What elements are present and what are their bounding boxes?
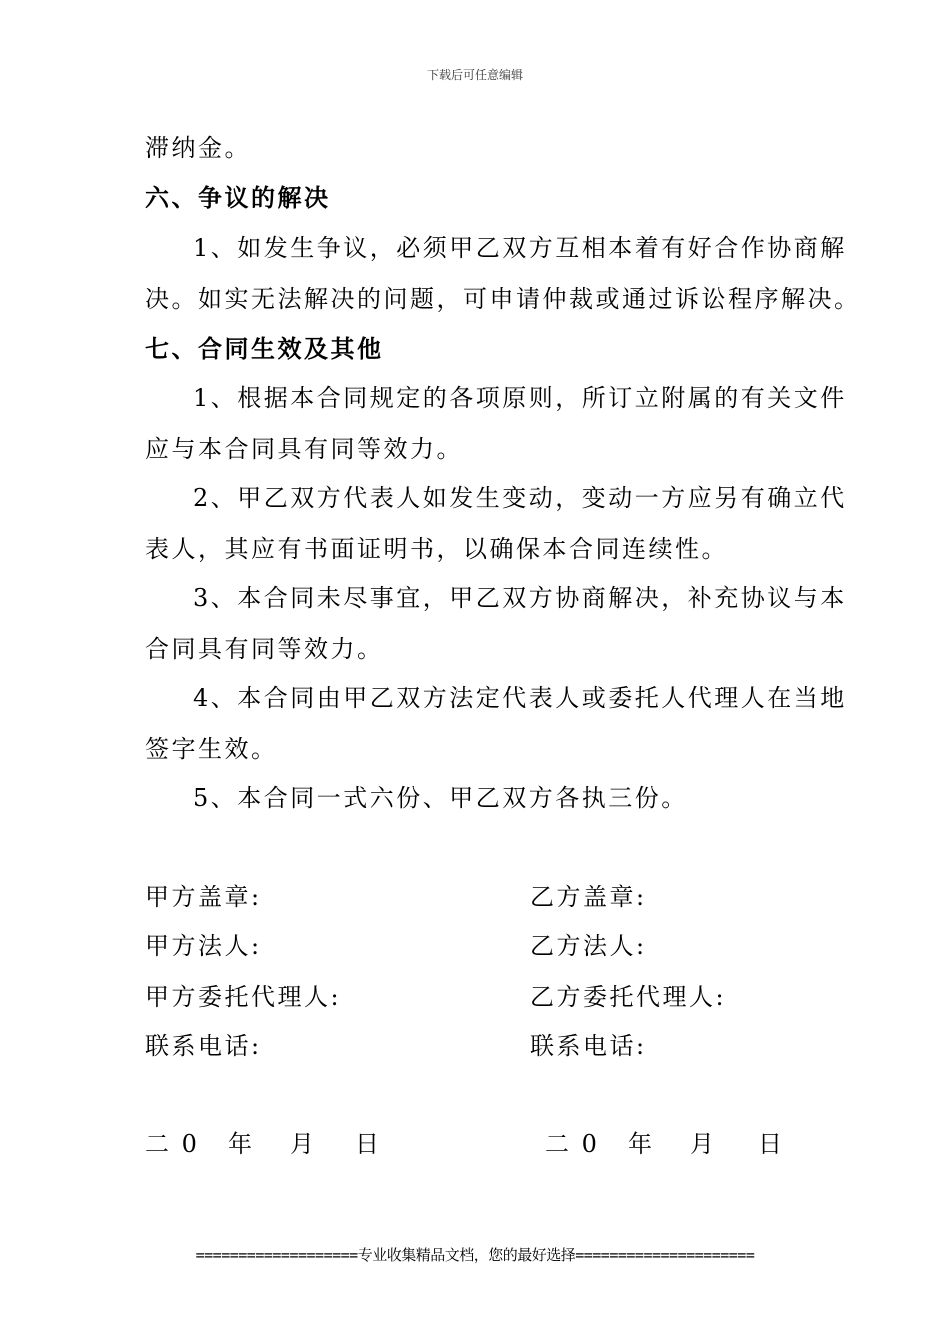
party-a-date-year-prefix: 二 0 xyxy=(145,1130,200,1158)
paragraph-text: 3、本合同未尽事宜，甲乙双方协商解决，补充协议与本 xyxy=(193,584,847,612)
party-b-date-day: 日 xyxy=(758,1130,785,1158)
party-a-date-month: 月 xyxy=(290,1130,317,1158)
party-b-phone-label: 联系电话: xyxy=(530,1032,647,1060)
paragraph-text: 决。如实无法解决的问题，可申请仲裁或通过诉讼程序解决。 xyxy=(145,285,861,313)
paragraph-text: 签字生效。 xyxy=(145,735,278,763)
paragraph-text: 4、本合同由甲乙双方法定代表人或委托人代理人在当地 xyxy=(193,684,847,712)
paragraph-text: 2、甲乙双方代表人如发生变动，变动一方应另有确立代 xyxy=(193,484,847,512)
party-a-legal-label: 甲方法人: xyxy=(145,932,262,960)
party-a-date-year: 年 xyxy=(228,1130,255,1158)
paragraph-text: 合同具有同等效力。 xyxy=(145,635,384,663)
party-a-agent-label: 甲方委托代理人: xyxy=(145,983,342,1011)
paragraph-text: 滞纳金。 xyxy=(145,134,251,162)
party-b-date-year: 年 xyxy=(628,1130,655,1158)
party-b-date-year-prefix: 二 0 xyxy=(545,1130,600,1158)
paragraph-text: 应与本合同具有同等效力。 xyxy=(145,435,463,463)
section-heading-dispute: 六、争议的解决 xyxy=(145,183,331,212)
page-header: 下载后可任意编辑 xyxy=(426,68,523,82)
paragraph-text: 5、本合同一式六份、甲乙双方各执三份。 xyxy=(193,784,688,812)
party-b-seal-label: 乙方盖章: xyxy=(530,883,647,911)
paragraph-text: 表人，其应有书面证明书，以确保本合同连续性。 xyxy=(145,535,728,563)
party-b-date-month: 月 xyxy=(690,1130,717,1158)
party-a-date-day: 日 xyxy=(355,1130,382,1158)
party-a-seal-label: 甲方盖章: xyxy=(145,883,262,911)
party-a-phone-label: 联系电话: xyxy=(145,1032,262,1060)
paragraph-text: 1、如发生争议，必须甲乙双方互相本着有好合作协商解 xyxy=(193,234,847,262)
paragraph-text: 1、根据本合同规定的各项原则，所订立附属的有关文件 xyxy=(193,384,847,412)
page-footer: ===================专业收集精品文档，您的最好选择===================== xyxy=(195,1246,755,1264)
section-heading-effect: 七、合同生效及其他 xyxy=(145,334,384,363)
party-b-legal-label: 乙方法人: xyxy=(530,932,647,960)
party-b-agent-label: 乙方委托代理人: xyxy=(530,983,727,1011)
